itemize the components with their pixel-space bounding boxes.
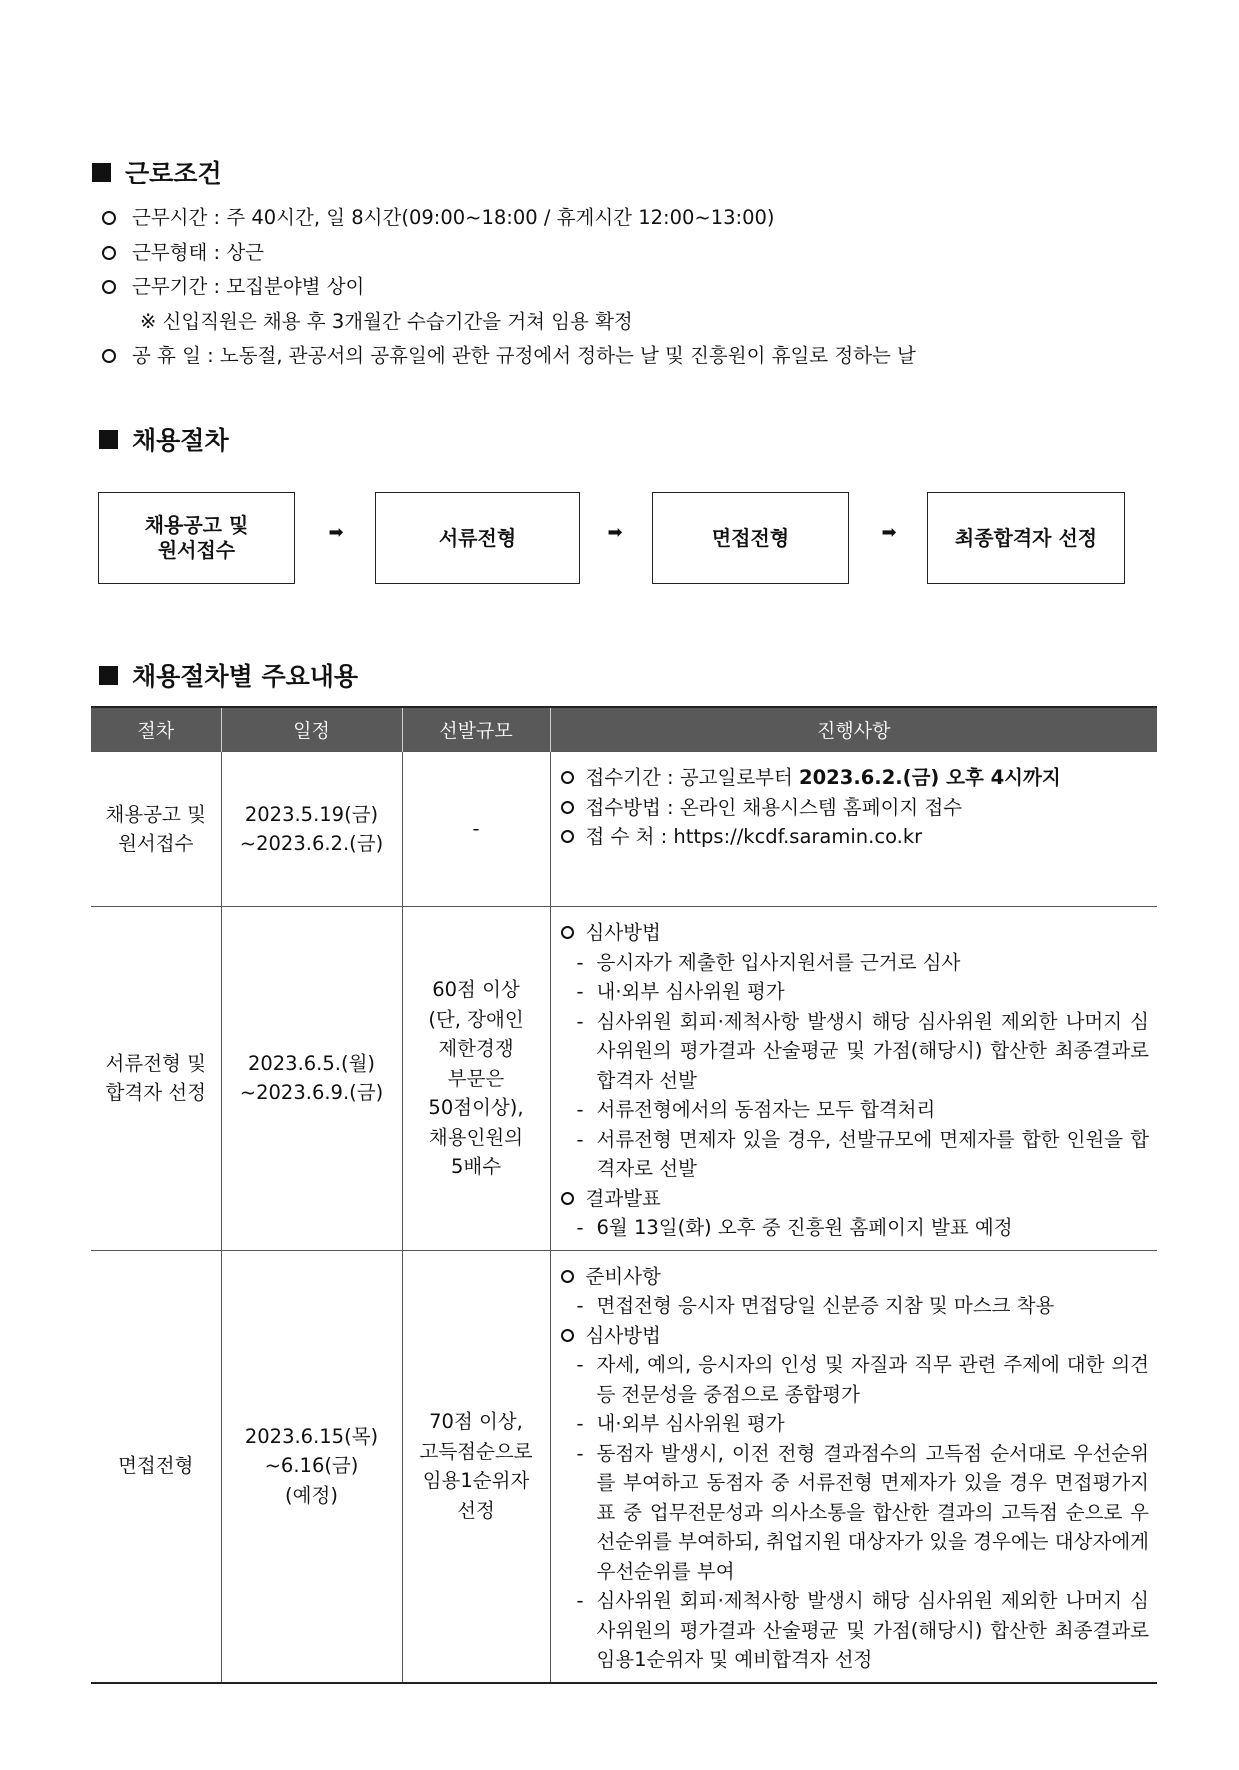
circle-bullet-icon: [561, 1192, 574, 1205]
circle-bullet-icon: [561, 926, 574, 939]
detail-sub-item: - 면접전형 응시자 면접당일 신분증 지참 및 마스크 착용: [576, 1294, 1055, 1317]
detail-sub-item: - 내·외부 심사위원 평가: [576, 980, 785, 1003]
details-cell: [550, 752, 1157, 907]
circle-bullet-icon: [102, 280, 116, 294]
detail-sub-item: - 서류전형에서의 동점자는 모두 합격처리: [576, 1098, 936, 1121]
detail-sub-item: - 응시자가 제출한 입사지원서를 근거로 심사: [576, 950, 961, 974]
right-arrow-icon: ➡: [328, 522, 344, 543]
circle-bullet-icon: [102, 211, 116, 225]
detail-heading: 심사방법: [561, 1321, 1150, 1351]
section-title-procedure-details: 채용절차별 주요내용: [99, 657, 358, 693]
circle-bullet-icon: [561, 1329, 574, 1342]
details-cell: [550, 907, 1157, 1251]
detail-heading: 심사방법: [561, 918, 1150, 948]
list-item: 근무기간 : 모집분야별 상이: [102, 270, 916, 305]
step-cell: 면접전형: [91, 1250, 221, 1683]
circle-bullet-icon: [102, 349, 116, 363]
square-bullet-icon: [99, 666, 118, 685]
list-item: 근무형태 : 상근: [102, 236, 916, 271]
detail-item: 접수방법 : 온라인 채용시스템 홈페이지 접수: [561, 793, 1150, 823]
flow-step-announcement: 채용공고 및 원서접수: [98, 492, 295, 584]
work-conditions-list: [102, 201, 916, 374]
column-header: 진행사항: [550, 707, 1157, 752]
detail-sub-item: - 심사위원 회피·제척사항 발생시 해당 심사위원 제외한 나머지 심사위원의 평가결과 산술평균 및 가점(해당시) 합산한 최종결과로 합격자 선발: [576, 1009, 1149, 1092]
detail-sub-item: - 내·외부 심사위원 평가: [576, 1412, 785, 1435]
right-arrow-icon: ➡: [881, 522, 897, 543]
procedure-table: [91, 706, 1157, 1684]
detail-heading: 결과발표: [561, 1184, 1150, 1214]
schedule-cell: 2023.5.19(금) ~2023.6.2.(금): [221, 752, 402, 907]
table-row: [91, 1250, 1157, 1683]
right-arrow-icon: ➡: [607, 522, 623, 543]
circle-bullet-icon: [561, 771, 574, 784]
section-title-hiring-process: 채용절차: [99, 421, 229, 457]
circle-bullet-icon: [561, 1270, 574, 1283]
circle-bullet-icon: [561, 801, 574, 814]
scale-cell: 70점 이상, 고득점순으로 임용1순위자 선정: [402, 1250, 550, 1683]
detail-item: 접 수 처 : https://kcdf.saramin.co.kr: [561, 822, 1150, 852]
circle-bullet-icon: [102, 246, 116, 260]
column-header: 절차: [91, 707, 221, 752]
flow-step-final: 최종합격자 선정: [927, 492, 1125, 584]
schedule-cell: 2023.6.5.(월) ~2023.6.9.(금): [221, 907, 402, 1251]
detail-sub-item: - 심사위원 회피·제척사항 발생시 해당 심사위원 제외한 나머지 심사위원의 평가결과 산술평균 및 가점(해당시) 합산한 최종결과로 임용1순위자 및 예비합격자 선정: [576, 1589, 1149, 1671]
detail-heading: 준비사항: [561, 1262, 1150, 1292]
detail-sub-item: - 서류전형 면제자 있을 경우, 선발규모에 면제자를 합한 인원을 합격자로 선발: [576, 1127, 1149, 1180]
list-item: 공 휴 일 : 노동절, 관공서의 공휴일에 관한 규정에서 정하는 날 및 진흥원이 휴일로 정하는 날: [102, 339, 916, 374]
flow-step-document: 서류전형: [375, 492, 580, 584]
details-cell: [550, 1250, 1157, 1683]
scale-cell: 60점 이상 (단, 장애인 제한경쟁 부문은 50점이상), 채용인원의 5배수: [402, 907, 550, 1251]
flow-step-interview: 면접전형: [652, 492, 849, 584]
table-row: [91, 907, 1157, 1251]
section-title-work-conditions: 근로조건: [92, 154, 222, 190]
column-header: 일정: [221, 707, 402, 752]
detail-item: 접수기간 : 공고일로부터 2023.6.2.(금) 오후 4시까지: [561, 763, 1150, 793]
schedule-cell: 2023.6.15(목) ~6.16(금) (예정): [221, 1250, 402, 1683]
step-cell: 채용공고 및 원서접수: [91, 752, 221, 907]
detail-sub-item: - 6월 13일(화) 오후 중 진흥원 홈페이지 발표 예정: [576, 1216, 1013, 1239]
square-bullet-icon: [99, 430, 118, 449]
detail-sub-item: - 동점자 발생시, 이전 전형 결과점수의 고득점 순서대로 우선순위를 부여하고 동점자 중 서류전형 면제자가 있을 경우 면접평가지표 중 업무전문성과 의사소통을 합산한 결과의 고득점 순으로 우선순위를 부여하되, 취업지원 대상자가 있을 경우에는 대상자에게 우선순위를 부여: [576, 1441, 1149, 1583]
step-cell: 서류전형 및 합격자 선정: [91, 907, 221, 1251]
circle-bullet-icon: [561, 830, 574, 843]
detail-sub-item: - 자세, 예의, 응시자의 인성 및 자질과 직무 관련 주제에 대한 의견 등 전문성을 중점으로 종합평가: [576, 1353, 1149, 1406]
square-bullet-icon: [92, 163, 111, 182]
scale-cell: -: [402, 752, 550, 907]
table-header-row: [91, 707, 1157, 752]
list-item: 근무시간 : 주 40시간, 일 8시간(09:00~18:00 / 휴게시간 12:00~13:00): [102, 201, 916, 236]
column-header: 선발규모: [402, 707, 550, 752]
table-row: [91, 752, 1157, 907]
probation-note: ※ 신입직원은 채용 후 3개월간 수습기간을 거쳐 임용 확정: [140, 309, 633, 333]
